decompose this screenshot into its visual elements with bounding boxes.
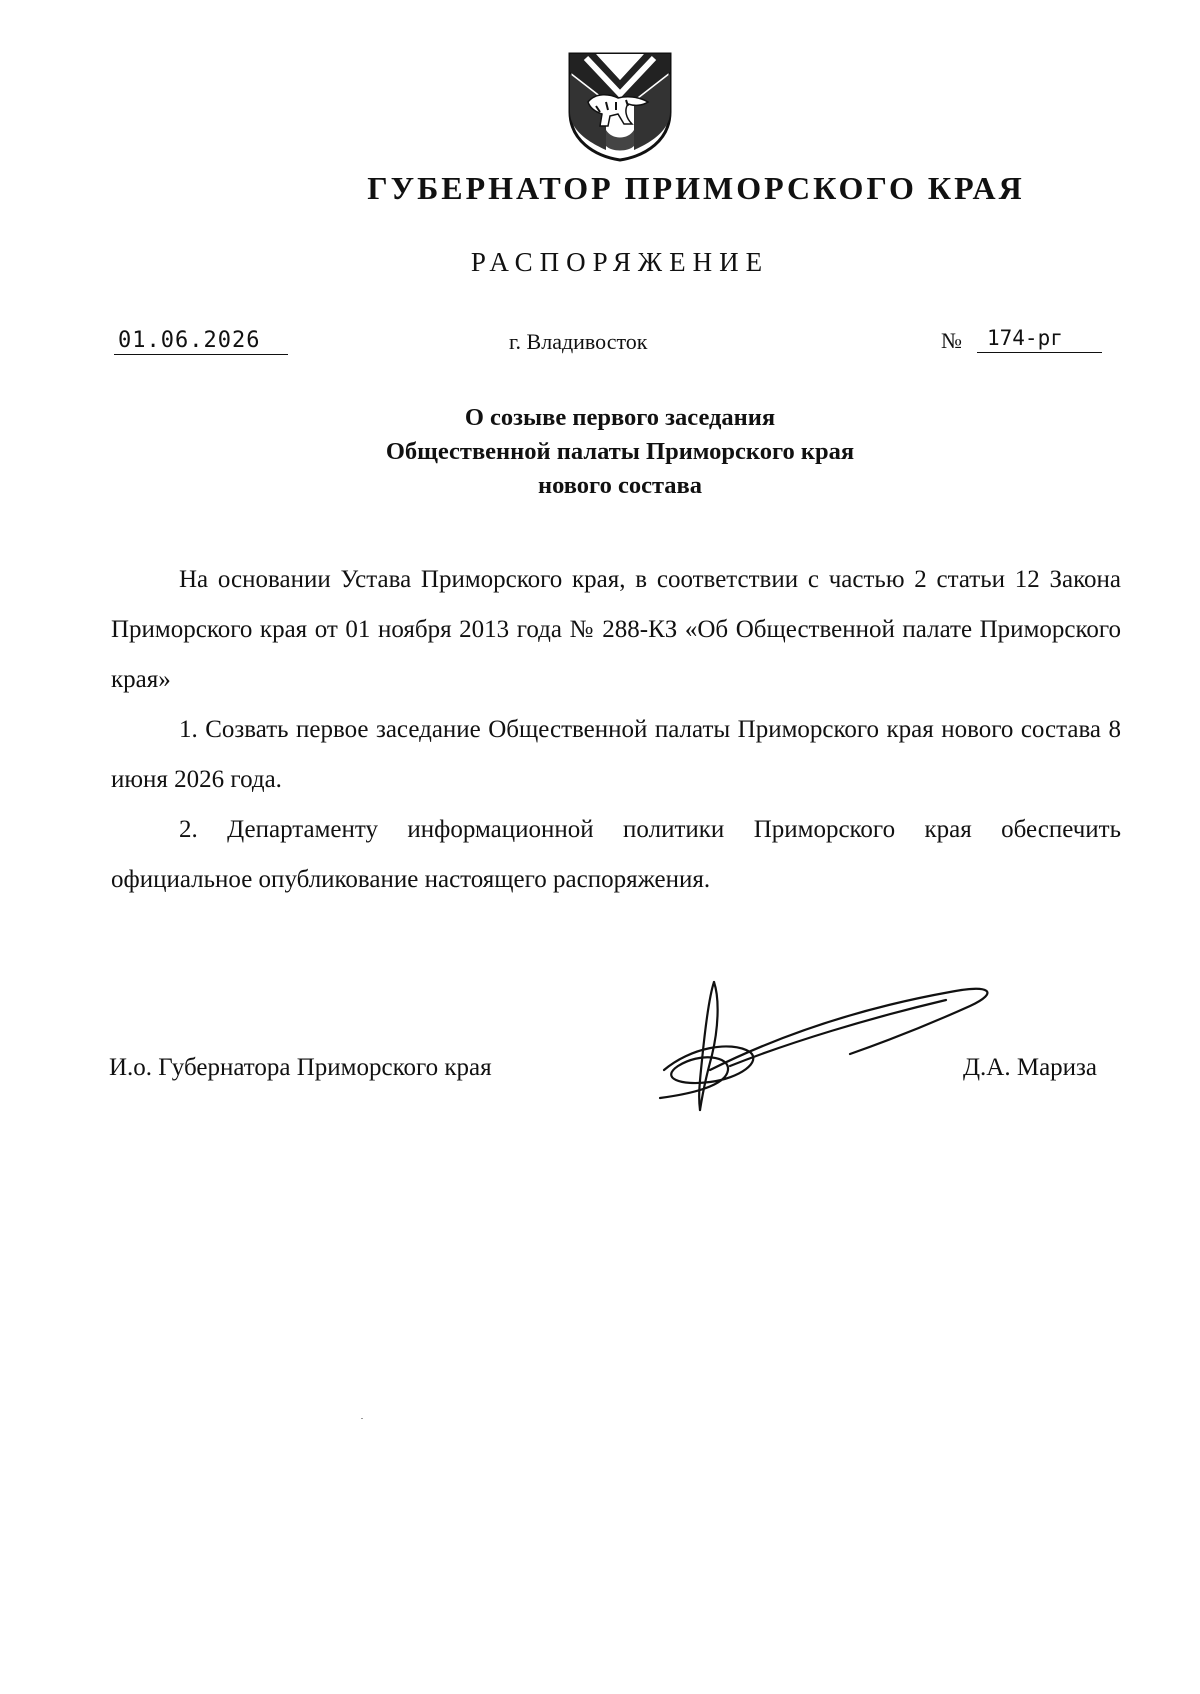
item-paragraph: 1. Созвать первое заседание Общественной палаты Приморского края нового состава 8 июня 2026 года. — [111, 716, 1121, 793]
signatory-role: И.о. Губернатора Приморского края — [109, 1054, 492, 1081]
subject-line: нового состава — [537, 472, 703, 499]
coat-of-arms-icon — [566, 50, 674, 162]
preamble-paragraph: На основании Устава Приморского края, в соответствии с частью 2 статьи 12 Закона Приморского края от 01 ноября 2013 года № 288-КЗ «Об Общественной палате Приморского края» — [111, 566, 1121, 693]
scan-speck — [361, 1418, 363, 1419]
subject-line: Общественной палаты Приморского края — [385, 438, 855, 465]
document-date: 01.06.2026 — [114, 328, 288, 355]
subject-line: О созыве первого заседания — [464, 404, 776, 431]
document-body — [111, 555, 1121, 905]
authority-title: ГУБЕРНАТОР ПРИМОРСКОГО КРАЯ — [367, 170, 1025, 206]
document-type: РАСПОРЯЖЕНИЕ — [470, 247, 770, 277]
signatory-name: Д.А. Мариза — [963, 1054, 1098, 1081]
document-number: 174-рг — [977, 324, 1102, 353]
document-subject — [0, 401, 1200, 503]
number-label: № — [941, 328, 962, 353]
document-city: г. Владивосток — [509, 329, 648, 354]
item-paragraph: 2. Департаменту информационной политики Приморского края обеспечить официальное опубликование настоящего распоряжения. — [111, 816, 1121, 893]
handwritten-signature-icon — [650, 970, 1010, 1120]
